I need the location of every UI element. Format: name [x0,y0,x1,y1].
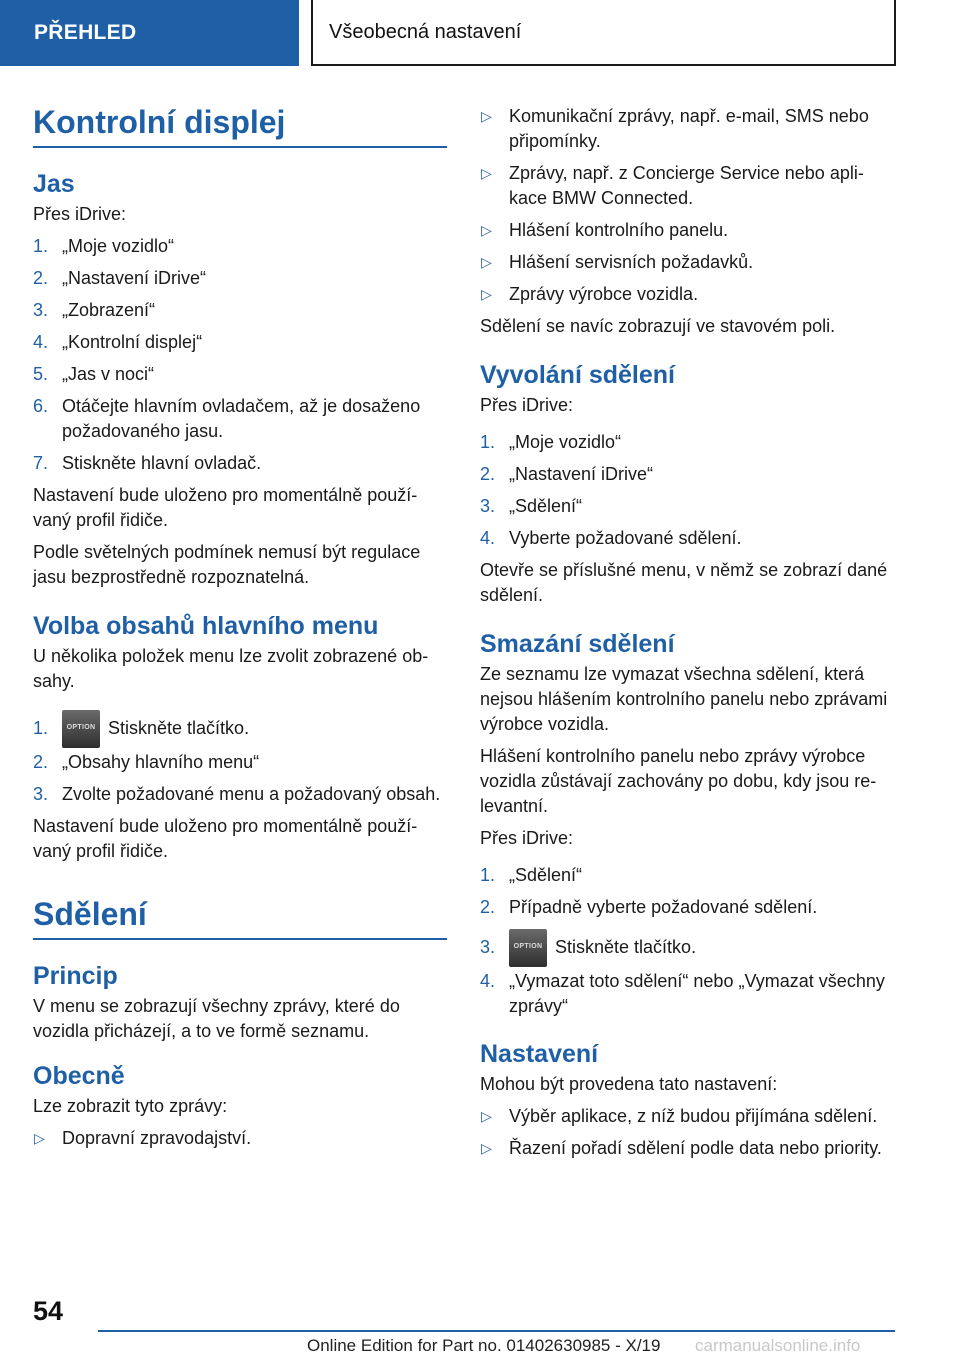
intro-text: Přes iDrive: [480,395,574,415]
step-text: Otáčejte hlavním ovladačem, až je dosaženo požadovaného jasu. [62,396,421,441]
step-number: 4. [480,528,496,548]
page-number: 54 [33,1296,64,1326]
bullet-text: Hlášení servisních požadavků. [509,252,754,272]
step-text: „Vymazat toto sdělení“ nebo „Vymazat všechny zprávy“ [509,971,885,1017]
list-item [33,330,447,355]
body-text: Ze seznamu lze vymazat všechna sdělení, která nejsou hlášením kontrolního panelu nebo zprávami výrobce vozidla. [480,664,888,734]
option-button-icon[interactable]: OPTION [509,929,547,967]
obecne-bullets [33,1126,447,1151]
step-text: „Zobrazení“ [62,300,156,320]
step-text: Stiskněte tlačítko. [555,937,697,957]
list-item [33,1126,447,1151]
step-number: 3. [33,300,49,320]
step-number: 4. [480,971,496,992]
step-text: „Moje vozidlo“ [62,236,175,256]
step-number: 7. [33,453,49,473]
triangle-right-icon: ▷ [481,1108,492,1125]
option-button-icon[interactable]: OPTION [62,710,100,748]
page-header [0,0,960,66]
step-text: „Obsahy hlavního menu“ [62,752,260,773]
section-heading-jas: Jas [33,170,75,198]
list-item [480,218,894,243]
chapter-title: Sdělení [33,896,147,933]
section-heading-nastaveni: Nastavení [480,1040,599,1069]
list-item [33,750,447,775]
list-item [480,430,894,455]
step-number: 3. [480,496,496,516]
triangle-right-icon: ▷ [481,286,492,302]
triangle-right-icon: ▷ [481,108,492,124]
nastaveni-bullets [480,1104,894,1161]
volba-steps [33,708,447,807]
watermark: carmanualsonline.info [695,1336,861,1355]
list-item [33,708,447,748]
section-heading-volba: Volba obsahů hlavního menu [33,612,379,640]
left-column [33,100,447,1158]
intro-text: Přes iDrive: [480,828,574,848]
list-item [480,1104,894,1129]
step-number: 3. [33,784,49,805]
bullet-text: Zprávy, např. z Concierge Service nebo aplikace BMW Connected. [509,163,864,208]
jas-steps [33,234,447,476]
bullet-text: Dopravní zpravodajství. [62,1128,252,1149]
step-text: Případně vyberte požadované sdělení. [509,897,818,917]
bullet-text: Zprávy výrobce vozidla. [509,284,699,304]
list-item [480,494,894,519]
list-item [33,298,447,323]
step-text: „Moje vozidlo“ [509,432,622,452]
step-number: 2. [33,752,49,773]
step-text: Zvolte požadované menu a požadovaný obsah. [62,784,441,805]
list-item [480,526,894,551]
step-text: Vyberte požadované sdělení. [509,528,742,548]
body-text: Podle světelných podmínek nemusí být regulace jasu bezprostředně rozpoznatelná. [33,542,421,587]
list-item [33,234,447,259]
body-text: V menu se zobrazují všechny zprávy, které do vozidla přicházejí, a to ve formě seznamu. [33,996,400,1042]
list-item [33,451,447,476]
step-number: 2. [480,464,496,484]
step-number: 2. [33,268,49,288]
list-item [480,462,894,487]
smazani-steps [480,863,894,1019]
step-text: Stiskněte hlavní ovladač. [62,453,262,473]
message-types [480,104,894,307]
bullet-text: Výběr aplikace, z níž budou přijímána sdělení. [509,1106,878,1127]
step-number: 6. [33,396,49,416]
step-number: 2. [480,897,496,917]
triangle-right-icon: ▷ [481,222,492,238]
step-text: „Jas v noci“ [62,364,155,384]
intro-text: U několika položek menu lze zvolit zobrazené obsahy. [33,646,429,691]
step-text: „Sdělení“ [509,865,583,885]
vyvolani-steps [480,430,894,551]
section-heading-vyvolani: Vyvolání sdělení [480,361,675,389]
list-item [480,161,894,211]
step-number: 4. [33,332,49,352]
step-text: Stiskněte tlačítko. [108,718,250,738]
step-number: 1. [480,432,496,452]
list-item [33,394,447,444]
intro-text: Lze zobrazit tyto zprávy: [33,1096,228,1117]
step-text: „Nastavení iDrive“ [509,464,654,484]
section-tab[interactable]: PŘEHLED [0,0,299,66]
intro-text: Mohou být provedena tato nastavení: [480,1074,778,1095]
title-rule [33,892,447,940]
list-item [480,250,894,275]
step-number: 1. [480,865,496,885]
list-item [480,282,894,307]
body-text: Otevře se příslušné menu, v němž se zobrazí dané sdělení. [480,560,888,605]
right-column [480,104,894,1168]
section-heading-princip: Princip [33,962,118,991]
list-item [480,1136,894,1161]
list-item [480,969,894,1019]
page-title: Kontrolní displej [33,104,286,140]
step-number: 1. [33,718,49,738]
title-rule [33,100,447,148]
step-number: 3. [480,937,496,957]
body-text: Nastavení bude uloženo pro momentálně používaný profil řidiče. [33,816,418,862]
body-text: Hlášení kontrolního panelu nebo zprávy výrobce vozidla zůstávají zachovány po dobu, kdy jsou relevantní. [480,746,877,816]
step-text: „Kontrolní displej“ [62,332,203,352]
chapter-tab[interactable]: Všeobecná nastavení [311,0,896,66]
list-item [33,782,447,807]
list-item [33,266,447,291]
triangle-right-icon: ▷ [34,1130,45,1147]
list-item [480,927,894,967]
body-text: Nastavení bude uloženo pro momentálně používaný profil řidiče. [33,485,418,530]
list-item [480,104,894,154]
triangle-right-icon: ▷ [481,254,492,270]
edition-text: Online Edition for Part no. 01402630985 - X/19 [307,1336,661,1355]
bullet-text: Komunikační zprávy, např. e-mail, SMS nebo připomínky. [509,106,869,151]
section-heading-smazani: Smazání sdělení [480,630,675,658]
triangle-right-icon: ▷ [481,1140,492,1157]
step-text: „Nastavení iDrive“ [62,268,207,288]
list-item [480,863,894,888]
bullet-text: Řazení pořadí sdělení podle data nebo priority. [509,1138,882,1159]
step-text: „Sdělení“ [509,496,583,516]
bullet-text: Hlášení kontrolního panelu. [509,220,729,240]
list-item [480,895,894,920]
intro-text: Přes iDrive: [33,204,127,224]
step-number: 1. [33,236,49,256]
step-number: 5. [33,364,49,384]
triangle-right-icon: ▷ [481,165,492,181]
section-heading-obecne: Obecně [33,1062,125,1091]
body-text: Sdělení se navíc zobrazují ve stavovém poli. [480,316,836,336]
footer-rule [98,1330,895,1332]
list-item [33,362,447,387]
